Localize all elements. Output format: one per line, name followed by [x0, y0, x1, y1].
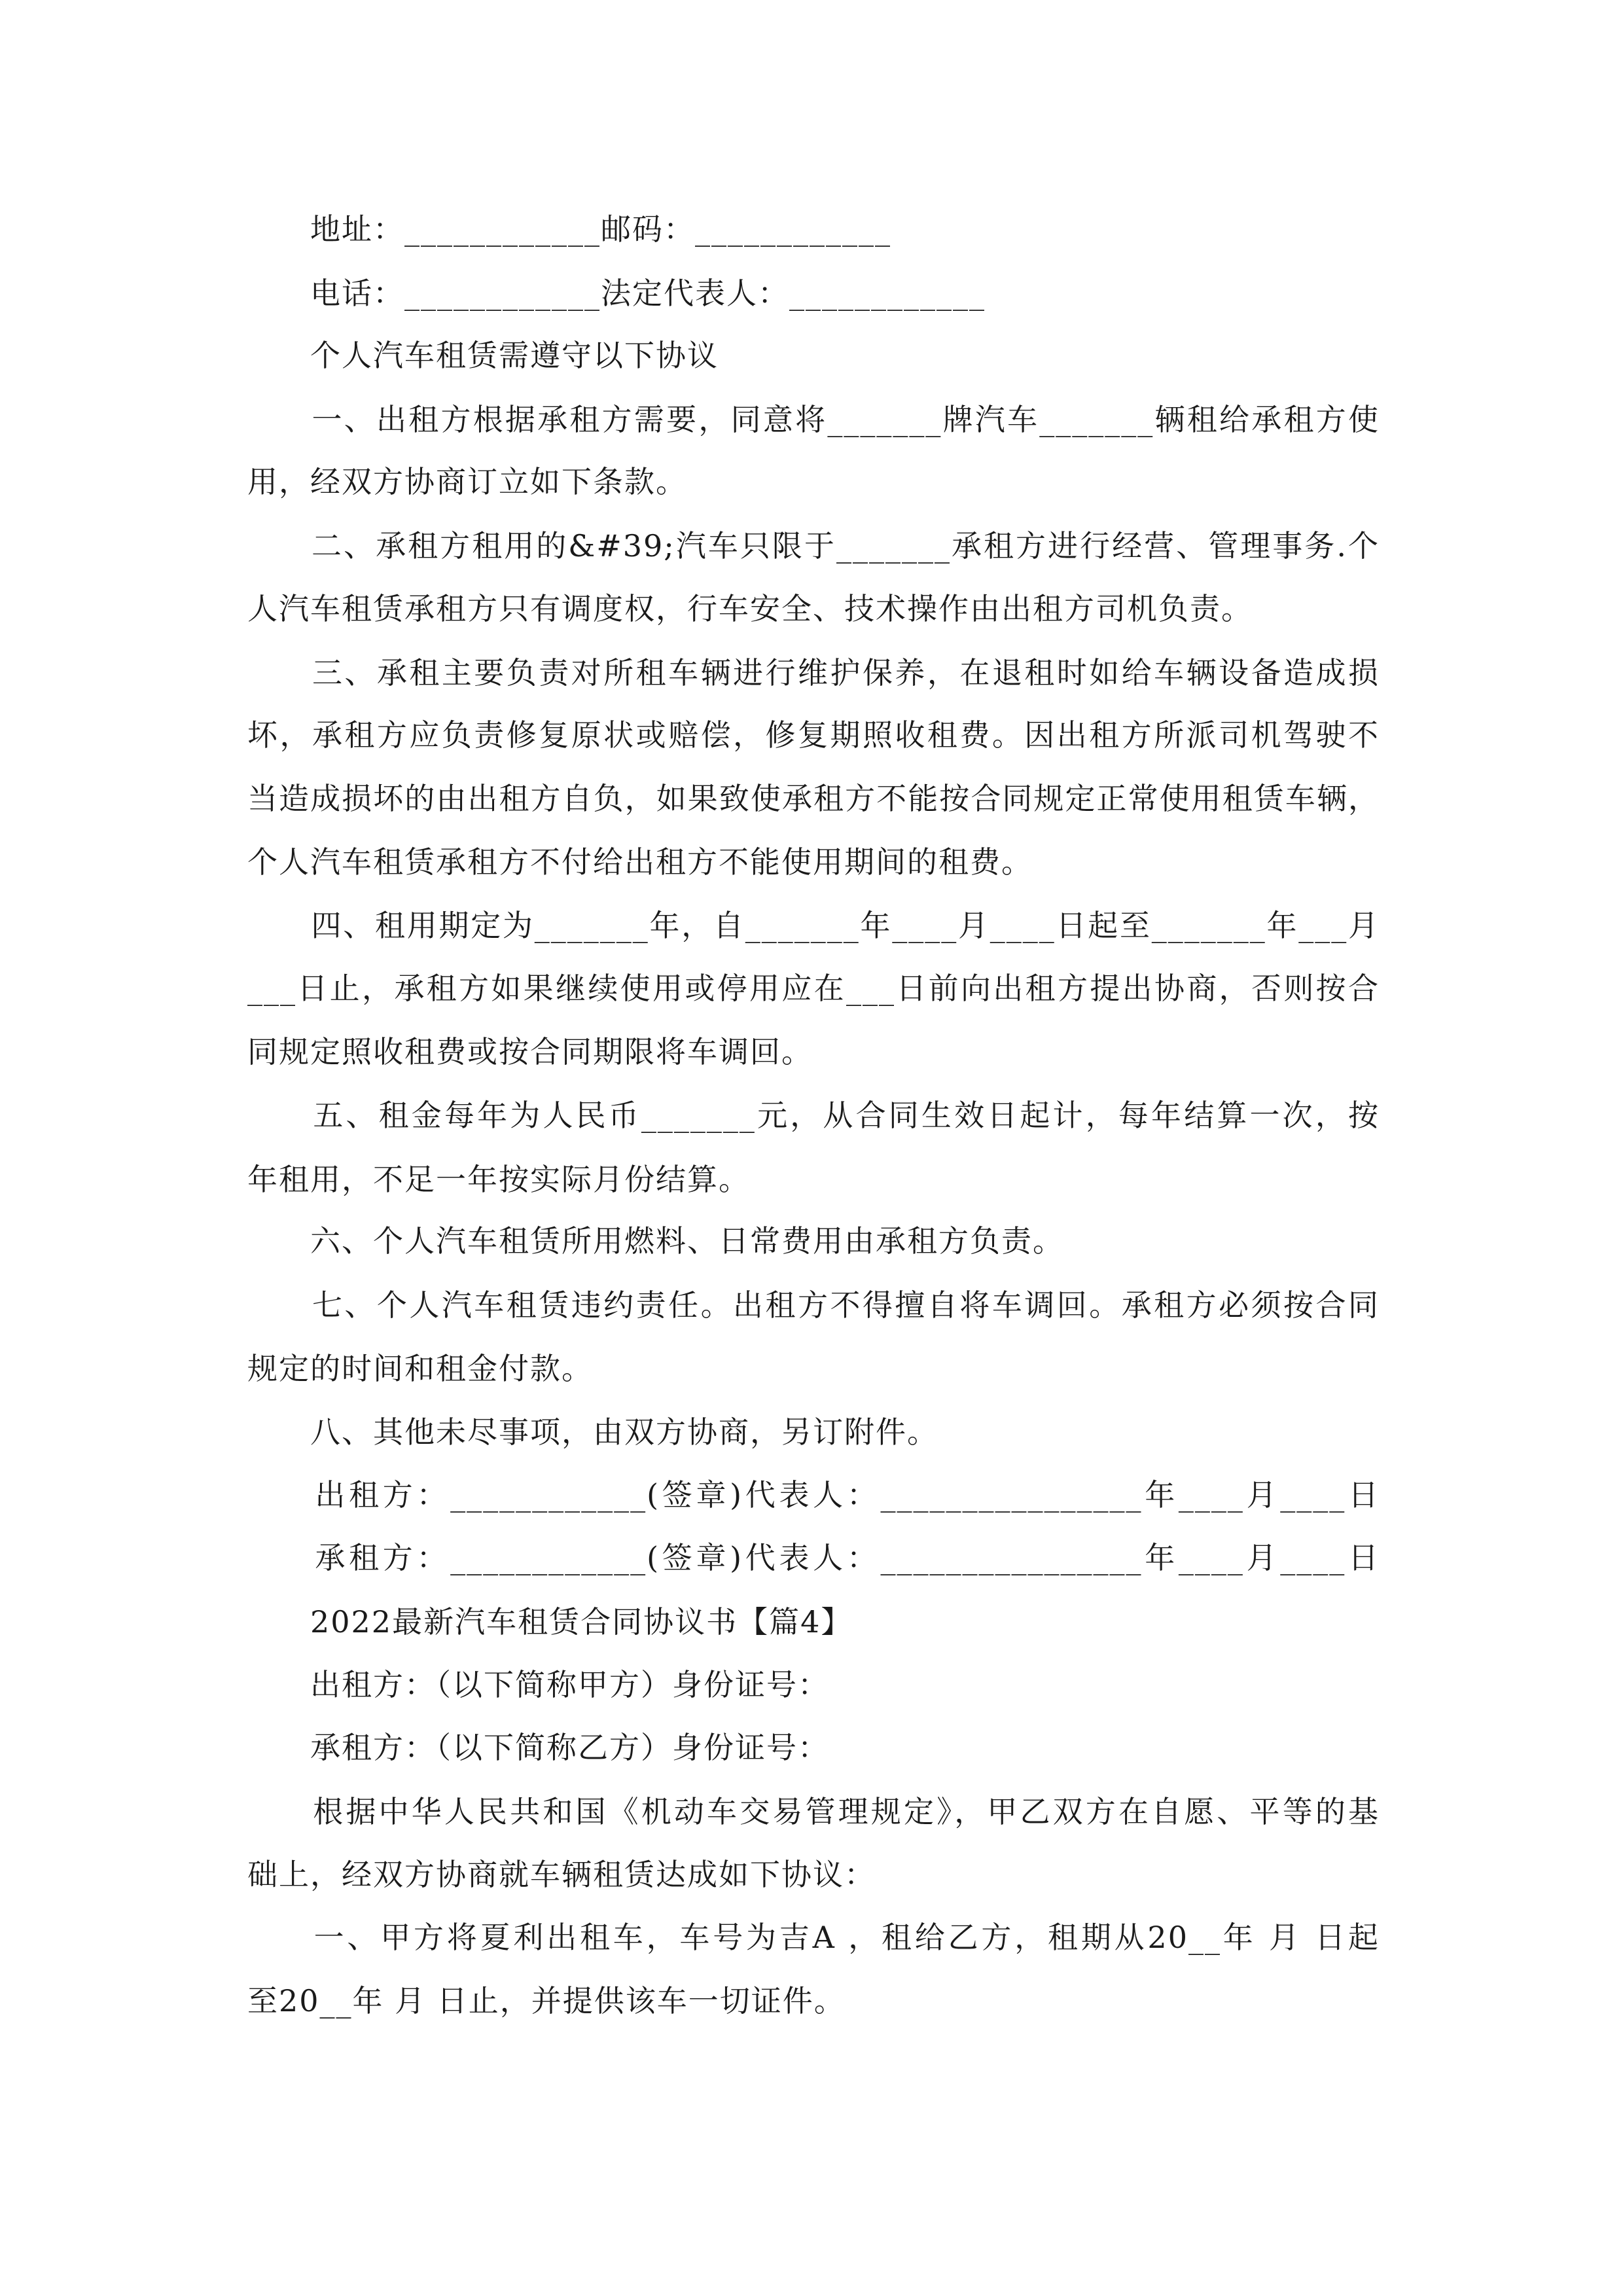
clause-3-line-3: 当造成损坏的由出租方自负，如果致使承租方不能按合同规定正常使用租赁车辆，: [247, 781, 1380, 816]
clause-7-line-1: 七、个人汽车租赁违约责任。出租方不得擅自将车调回。承租方必须按合同: [247, 1287, 1380, 1323]
article-1-line-1: 一、甲方将夏利出租车，车号为吉A ，租给乙方，租期从20__年 月 日起: [247, 1920, 1380, 1955]
clause-7-line-2: 规定的时间和租金付款。: [247, 1351, 593, 1386]
clause-4-line-1: 四、租用期定为_______年，自_______年____月____日起至_______年___月: [247, 908, 1380, 943]
section-heading-part-4: 2022最新汽车租赁合同协议书【篇4】: [247, 1604, 853, 1640]
clause-5-line-1: 五、租金每年为人民币_______元，从合同生效日起计，每年结算一次，按: [247, 1098, 1380, 1133]
preamble-line-2: 础上，经双方协商就车辆租赁达成如下协议：: [247, 1857, 876, 1892]
clause-6: 六、个人汽车租赁所用燃料、日常费用由承租方负责。: [247, 1223, 1064, 1259]
clause-8: 八、其他未尽事项，由双方协商，另订附件。: [247, 1414, 938, 1450]
clause-3-line-4: 个人汽车租赁承租方不付给出租方不能使用期间的租费。: [247, 844, 1033, 880]
clause-5-line-2: 年租用，不足一年按实际月份结算。: [247, 1162, 750, 1197]
phone-line: 电话：____________法定代表人：____________: [247, 276, 986, 311]
party-b-line: 承租方：（以下简称乙方）身份证号：: [247, 1730, 829, 1765]
clause-1-line-2: 用，经双方协商订立如下条款。: [247, 464, 687, 499]
clause-3-line-1: 三、承租主要负责对所租车辆进行维护保养，在退租时如给车辆设备造成损: [247, 655, 1380, 691]
article-1-line-2: 至20__年 月 日止，并提供该车一切证件。: [247, 1983, 846, 2018]
party-a-line: 出租方：（以下简称甲方）身份证号：: [247, 1667, 829, 1702]
preamble-line-1: 根据中华人民共和国《机动车交易管理规定》，甲乙双方在自愿、平等的基: [247, 1794, 1380, 1829]
clause-1-line-1: 一、出租方根据承租方需要，同意将_______牌汽车_______辆租给承租方使: [247, 402, 1380, 437]
address-line: 地址：____________邮码：____________: [247, 211, 891, 247]
lessee-signature-line: 承租方：____________(签章)代表人：________________年____月____日: [247, 1540, 1380, 1575]
clause-4-line-3: 同规定照收租费或按合同期限将车调回。: [247, 1034, 813, 1069]
lessor-signature-line: 出租方：____________(签章)代表人：________________年____月____日: [247, 1477, 1380, 1513]
clause-2-line-2: 人汽车租赁承租方只有调度权，行车安全、技术操作由出租方司机负责。: [247, 591, 1253, 626]
clause-4-line-2: ___日止，承租方如果继续使用或停用应在___日前向出租方提出协商，否则按合: [247, 971, 1380, 1006]
agreement-intro: 个人汽车租赁需遵守以下协议: [247, 338, 719, 373]
clause-2-line-1: 二、承租方租用的&#39;汽车只限于_______承租方进行经营、管理事务.个: [247, 528, 1380, 564]
clause-3-line-2: 坏，承租方应负责修复原状或赔偿，修复期照收租费。因出租方所派司机驾驶不: [247, 717, 1380, 753]
